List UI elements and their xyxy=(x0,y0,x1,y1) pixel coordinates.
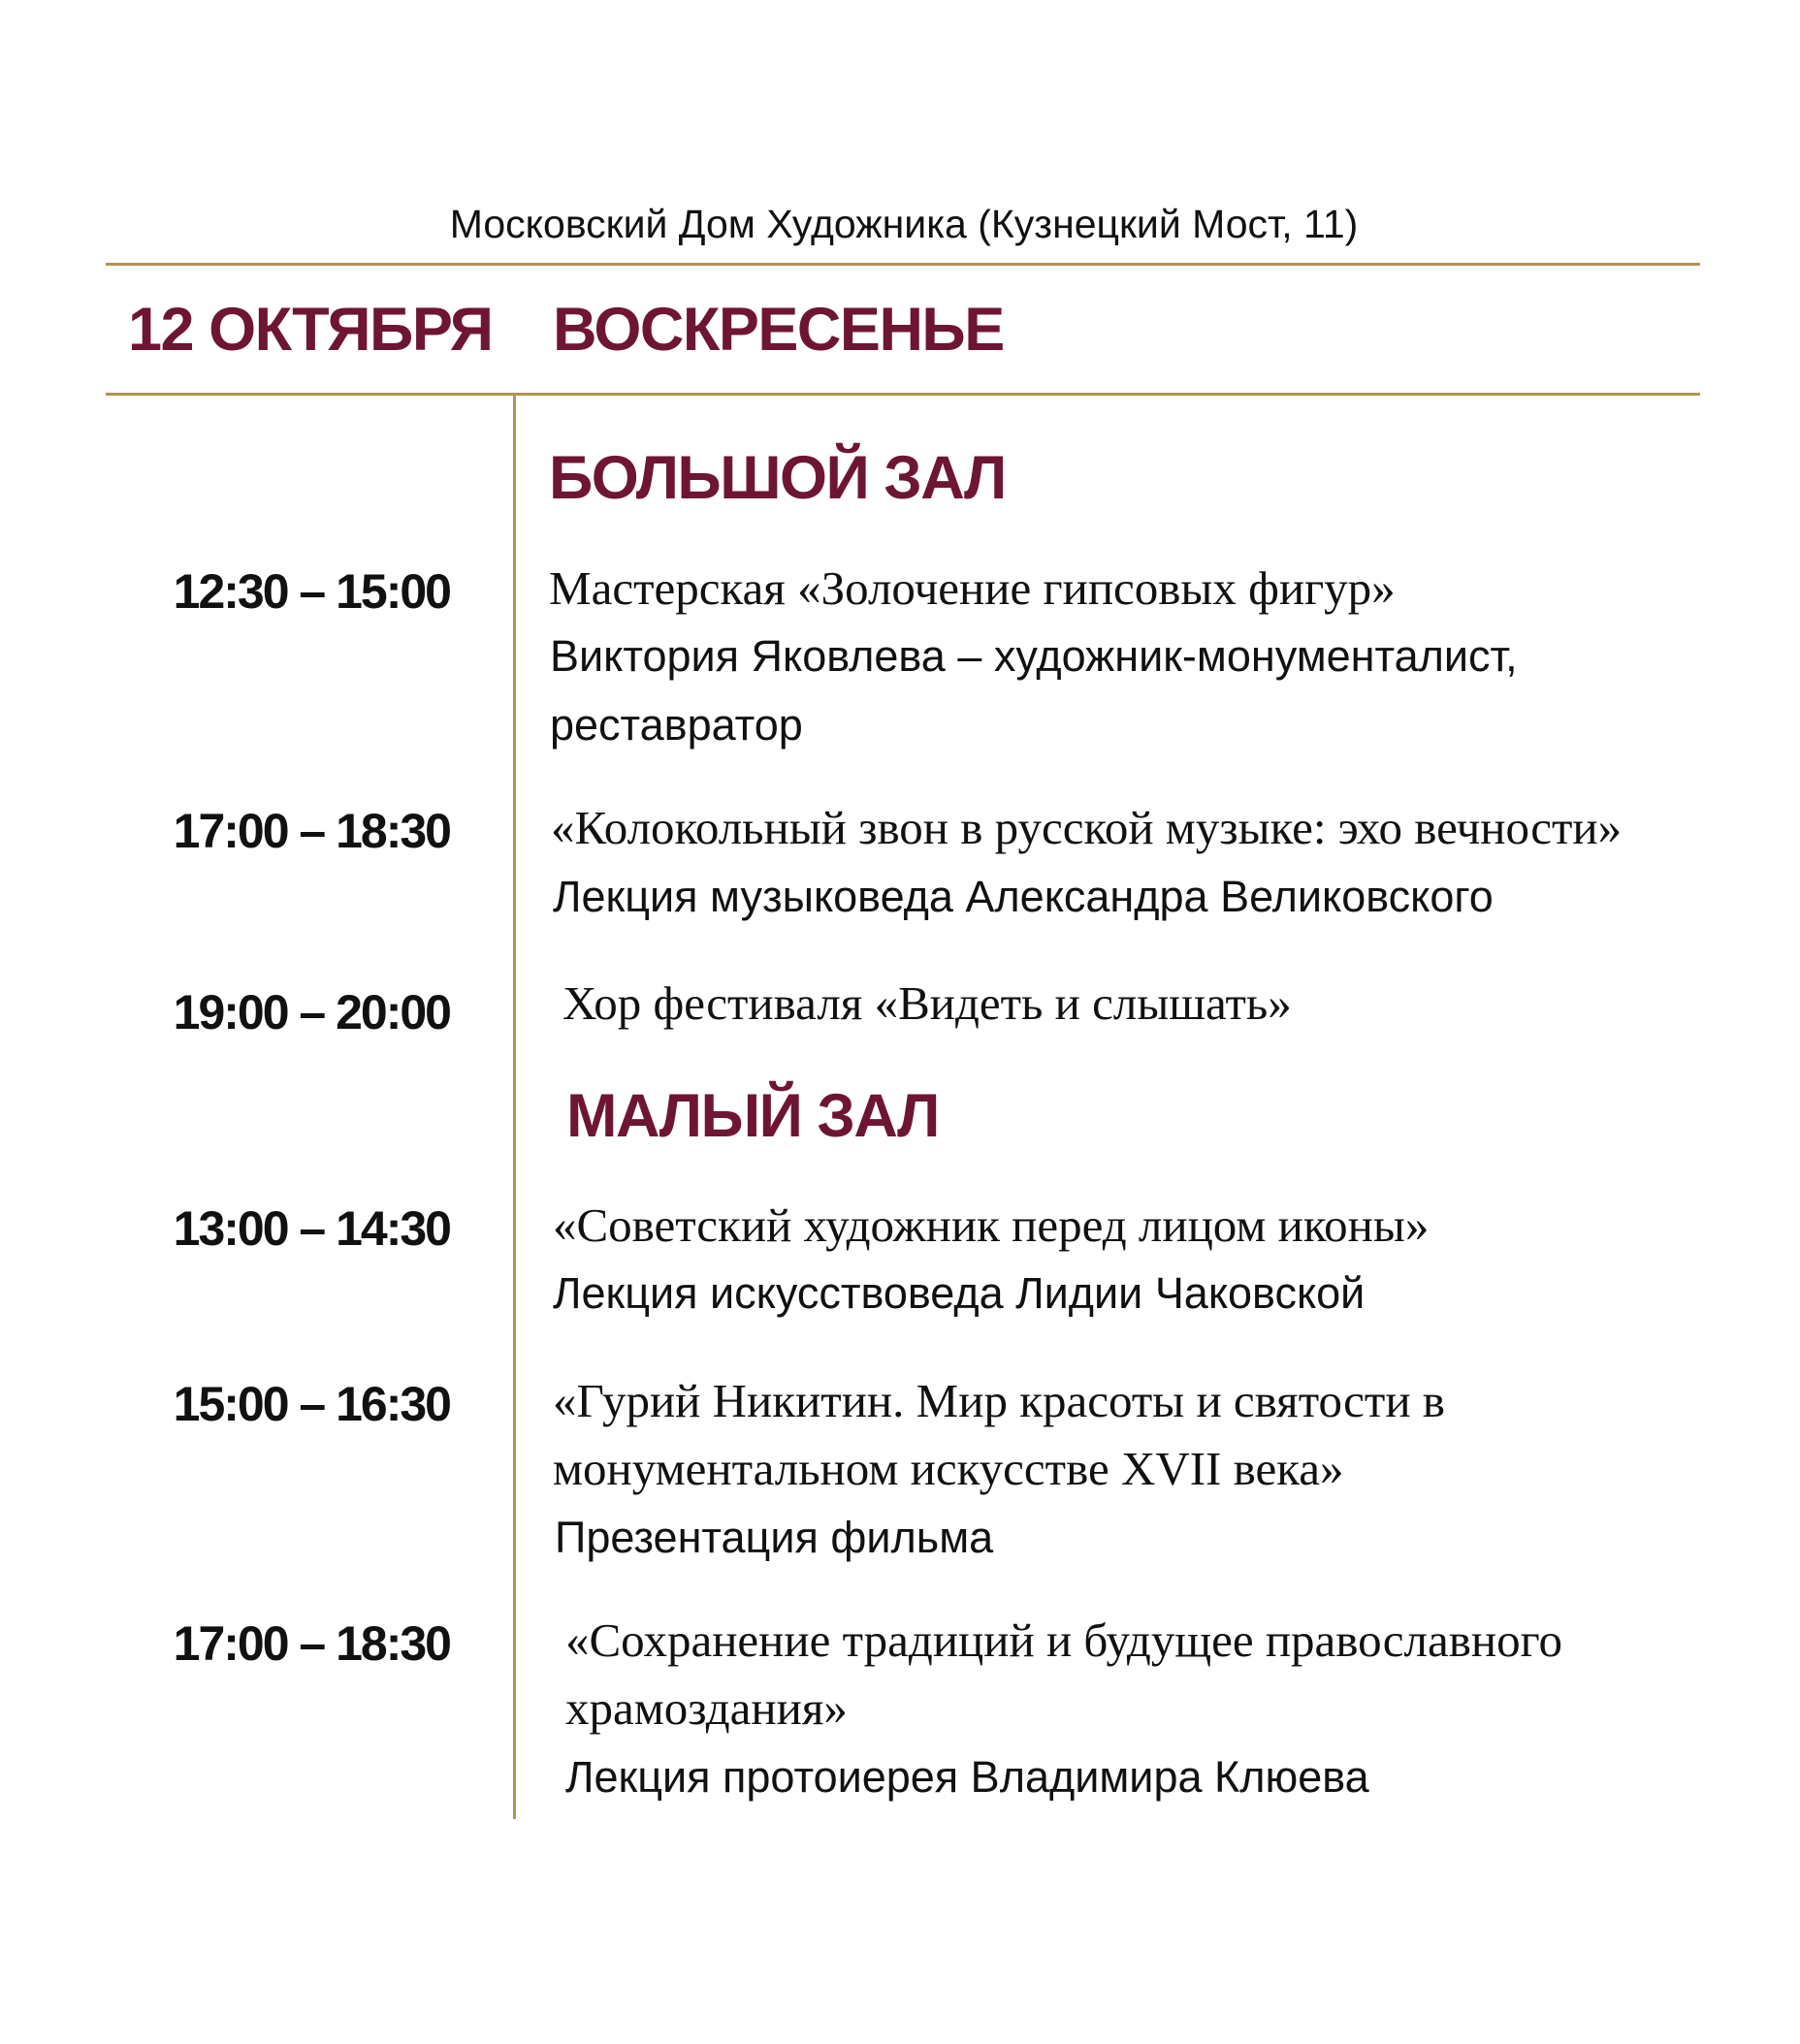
event-time: 17:00 – 18:30 xyxy=(173,1616,450,1671)
event-title: Хор фестиваля «Видеть и слышать» xyxy=(562,976,1292,1030)
event-title: «Гурий Никитин. Мир красоты и святости в xyxy=(553,1374,1445,1427)
event-title: монументальном искусстве XVII века» xyxy=(553,1442,1344,1495)
hall-heading-small: МАЛЫЙ ЗАЛ xyxy=(566,1082,939,1150)
event-title: храмоздания» xyxy=(565,1681,848,1735)
event-time: 19:00 – 20:00 xyxy=(173,985,450,1039)
event-description: Лекция музыковеда Александра Великовского xyxy=(553,872,1494,921)
event-description: Лекция протоиерея Владимира Клюева xyxy=(565,1752,1369,1802)
event-time: 15:00 – 16:30 xyxy=(173,1377,450,1431)
venue-address: Московский Дом Художника (Кузнецкий Мост, 11) xyxy=(449,202,1359,246)
event-description: Презентация фильма xyxy=(555,1513,994,1562)
event-description: реставратор xyxy=(550,700,803,750)
column-divider xyxy=(513,393,516,1819)
top-divider xyxy=(106,263,1700,266)
event-time: 17:00 – 18:30 xyxy=(173,804,450,858)
event-title: Мастерская «Золочение гипсовых фигур» xyxy=(549,561,1396,615)
event-description: Лекция искусствоведа Лидии Чаковской xyxy=(553,1268,1366,1318)
event-weekday: ВОСКРЕСЕНЬЕ xyxy=(553,296,1004,364)
event-time: 13:00 – 14:30 xyxy=(173,1201,450,1256)
header-divider xyxy=(106,393,1700,396)
event-title: «Колокольный звон в русской музыке: эхо вечности» xyxy=(551,801,1623,854)
event-title: «Сохранение традиций и будущее православного xyxy=(565,1613,1562,1667)
event-date: 12 ОКТЯБРЯ xyxy=(128,296,493,364)
event-description: Виктория Яковлева – художник-монументалист, xyxy=(550,631,1518,681)
hall-heading-big: БОЛЬШОЙ ЗАЛ xyxy=(549,444,1006,512)
event-title: «Советский художник перед лицом иконы» xyxy=(553,1198,1430,1252)
event-time: 12:30 – 15:00 xyxy=(173,564,450,619)
